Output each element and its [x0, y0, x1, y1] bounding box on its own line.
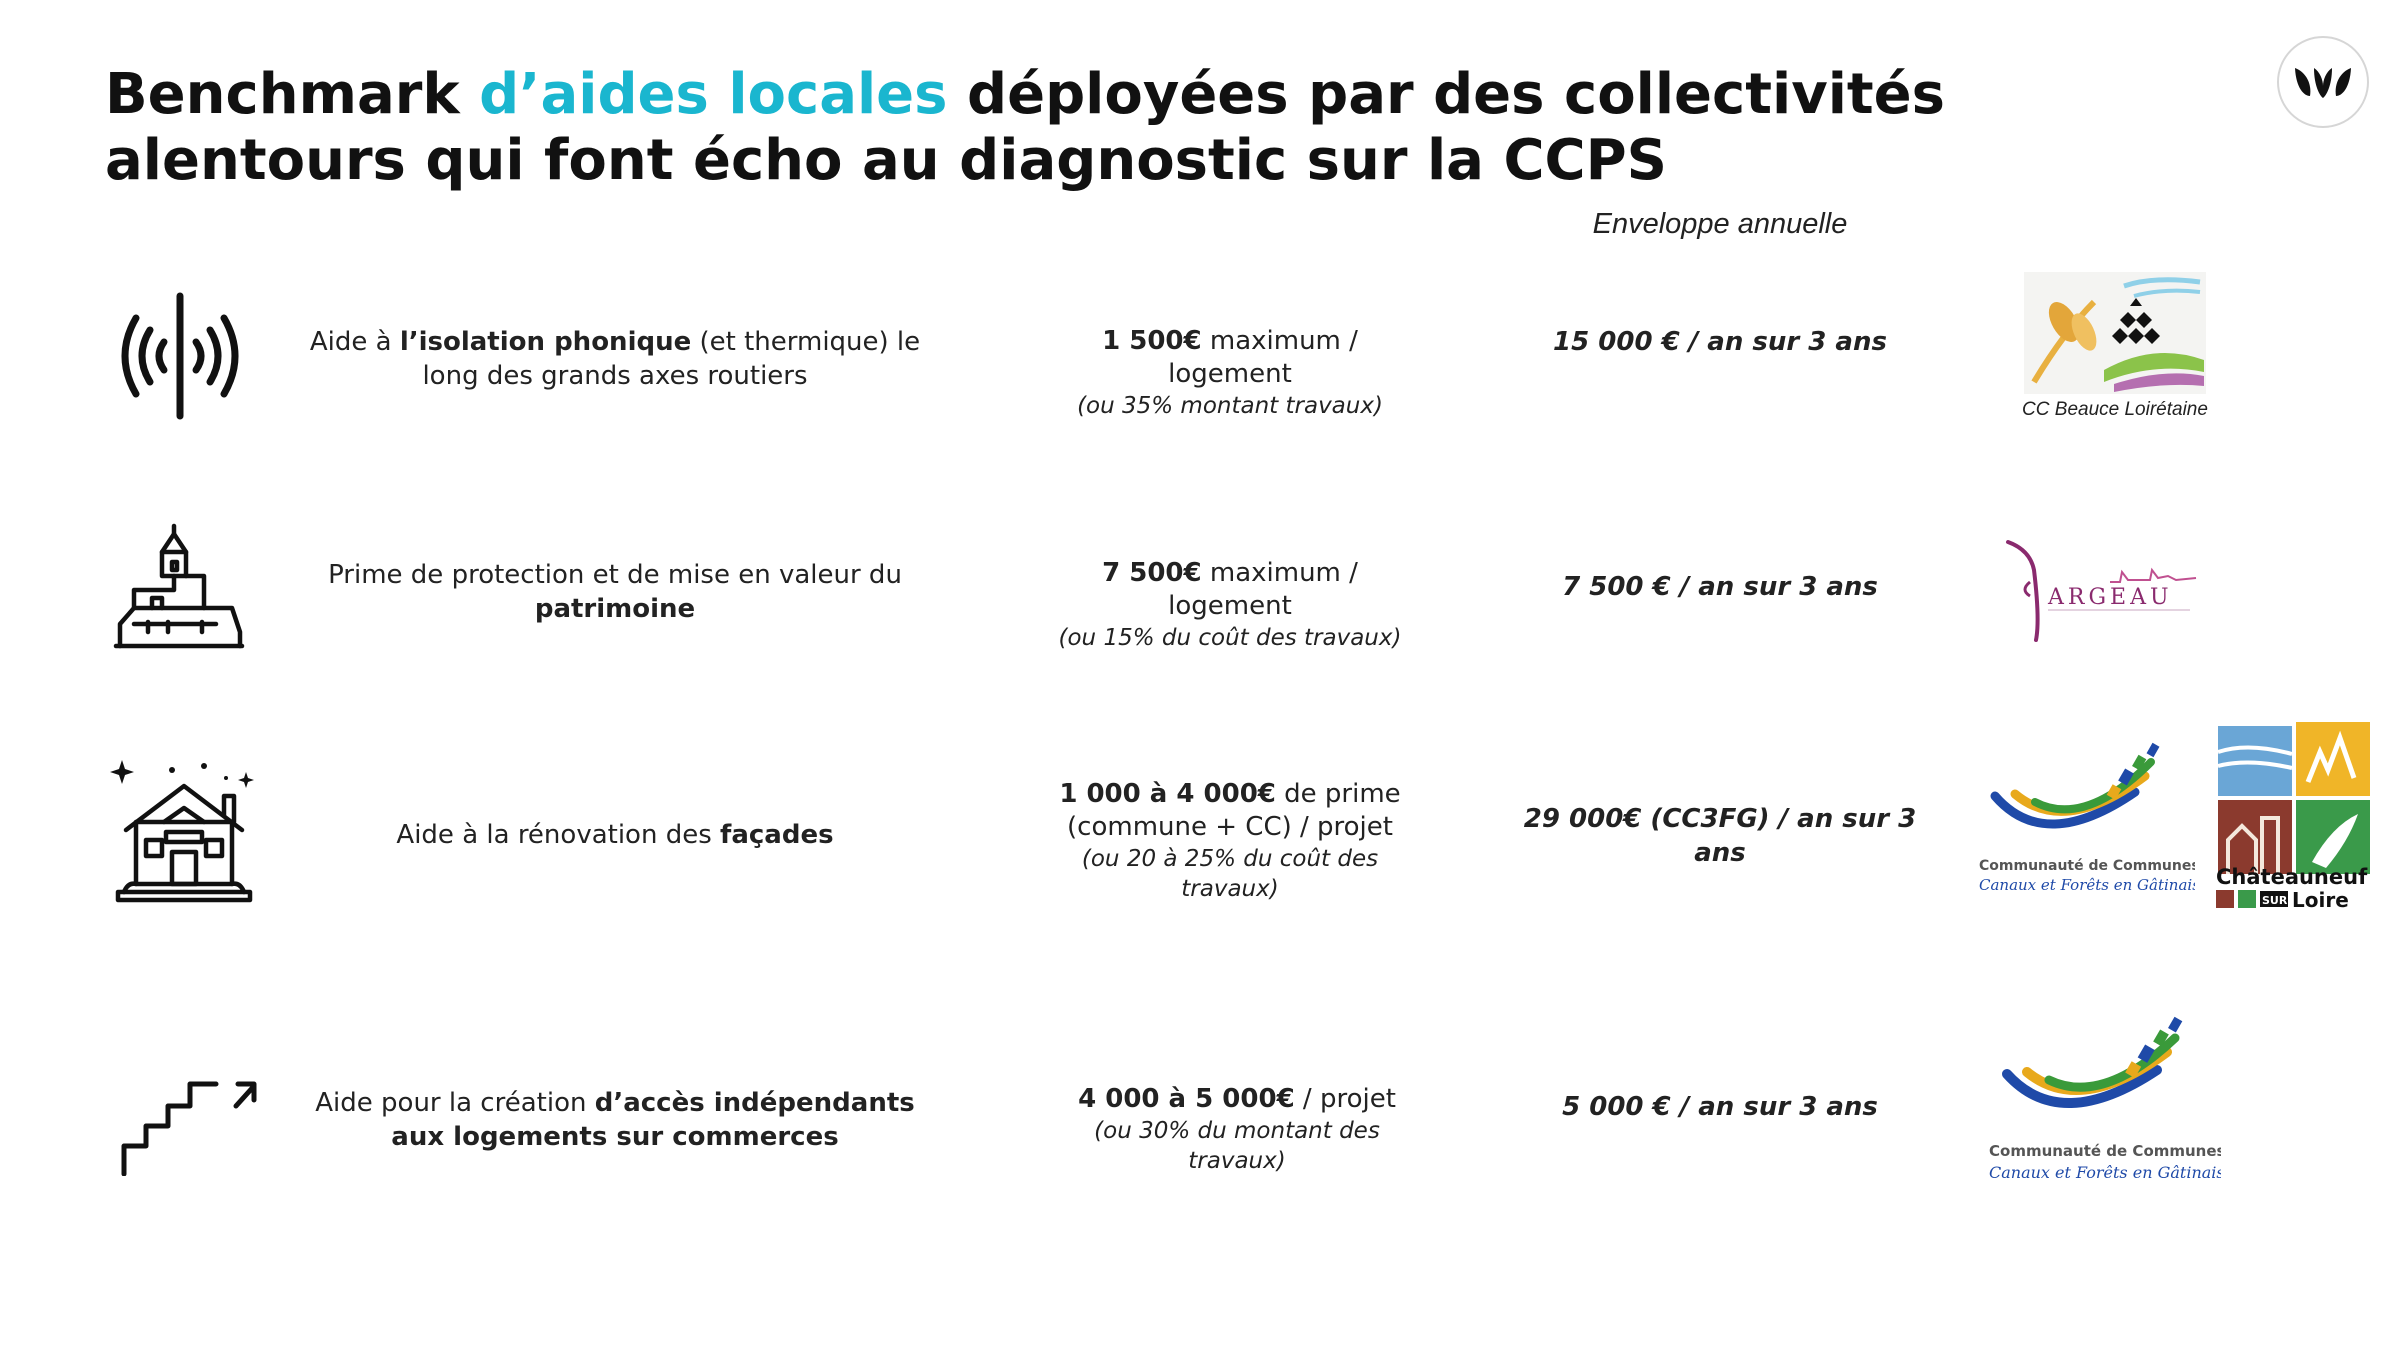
- chateauneuf-name: Châteauneuf: [2216, 865, 2368, 889]
- sound-waves-icon: [120, 292, 240, 424]
- aid-amount: [1040, 557, 1420, 653]
- chateauneuf-loire: Loire: [2292, 888, 2349, 912]
- brand-logo: [2277, 36, 2369, 128]
- aid-amount: [1047, 1083, 1427, 1176]
- aid-amount: [1040, 778, 1420, 904]
- aid-description: [300, 325, 930, 393]
- heritage-castle-icon: [112, 522, 246, 654]
- annual-envelope: 7 500 € / an sur 3 ans: [1562, 572, 1878, 602]
- logo-caption: CC Beauce Loirétaine: [2022, 399, 2208, 420]
- aid-description: [300, 818, 930, 852]
- title-part1: Benchmark: [105, 62, 480, 127]
- annual-envelope: 29 000€ (CC3FG) / an sur 3 ans: [1523, 804, 1917, 868]
- desc-bold: façades: [720, 820, 834, 850]
- amount-bold: 4 000 à 5 000€: [1078, 1084, 1295, 1114]
- desc-text: Aide pour la création: [315, 1088, 595, 1118]
- jargeau-logo: [2000, 530, 2200, 652]
- desc-text: Aide à: [309, 327, 400, 357]
- title-part2: déployées par des collectivités alentours qui font écho au diagnostic sur la CCPS: [105, 62, 1945, 193]
- logo-org-line: Communauté de Communes: [1989, 1142, 2221, 1160]
- amount-bold: 1 000 à 4 000€: [1059, 779, 1276, 809]
- aid-description: [300, 558, 930, 626]
- envelope-column-header: Enveloppe annuelle: [1592, 208, 1848, 240]
- brand-leaves-icon: [2292, 62, 2354, 102]
- logo-org-name: Canaux et Forêts en Gâtinais: [1979, 876, 2195, 894]
- amount-text: / projet: [1294, 1084, 1396, 1114]
- desc-bold: d’accès indépendants aux logements sur commerces: [391, 1088, 915, 1152]
- amount-sub: (ou 35% montant travaux): [1077, 393, 1383, 419]
- amount-sub: (ou 15% du coût des travaux): [1058, 625, 1402, 651]
- annual-envelope: 5 000 € / an sur 3 ans: [1562, 1092, 1878, 1122]
- cc-canaux-forets-gatinais-logo: [1985, 1010, 2221, 1194]
- cc-canaux-forets-gatinais-logo: [1975, 736, 2195, 910]
- jargeau-logo-text: ARGEAU: [2048, 585, 2173, 610]
- desc-text: Prime de protection et de mise en valeur du: [328, 560, 902, 590]
- page-title: [105, 62, 2155, 194]
- desc-text: Aide à la rénovation des: [396, 820, 721, 850]
- amount-sub: (ou 30% du montant des travaux): [1094, 1118, 1380, 1174]
- amount-bold: 1 500€: [1102, 326, 1202, 356]
- amount-text: de prime (commune + CC) / projet: [1067, 779, 1401, 842]
- annual-envelope: 15 000 € / an sur 3 ans: [1553, 327, 1887, 357]
- aid-description: [300, 1086, 930, 1154]
- amount-bold: 7 500€: [1102, 558, 1202, 588]
- house-facade-icon: [108, 756, 260, 910]
- desc-bold: l’isolation phonique: [399, 327, 692, 357]
- title-accent: d’aides locales: [479, 62, 948, 127]
- amount-sub: (ou 20 à 25% du coût des travaux): [1081, 846, 1379, 902]
- aid-amount: [1040, 325, 1420, 421]
- amount-text: maximum / logement: [1168, 326, 1358, 389]
- cc-beauce-loiretaine-logo: [2024, 272, 2206, 398]
- logo-org-line: Communauté de Communes: [1979, 858, 2195, 874]
- desc-text: (et thermique) le long des grands axes routiers: [422, 327, 921, 391]
- logo-org-name: Canaux et Forêts en Gâtinais: [1989, 1163, 2221, 1182]
- stairs-arrow-icon: [118, 1076, 258, 1180]
- chateauneuf-sur-loire-logo: [2208, 722, 2374, 916]
- chateauneuf-sur: SUR: [2262, 894, 2288, 907]
- desc-bold: patrimoine: [534, 594, 696, 624]
- amount-text: maximum / logement: [1168, 558, 1358, 621]
